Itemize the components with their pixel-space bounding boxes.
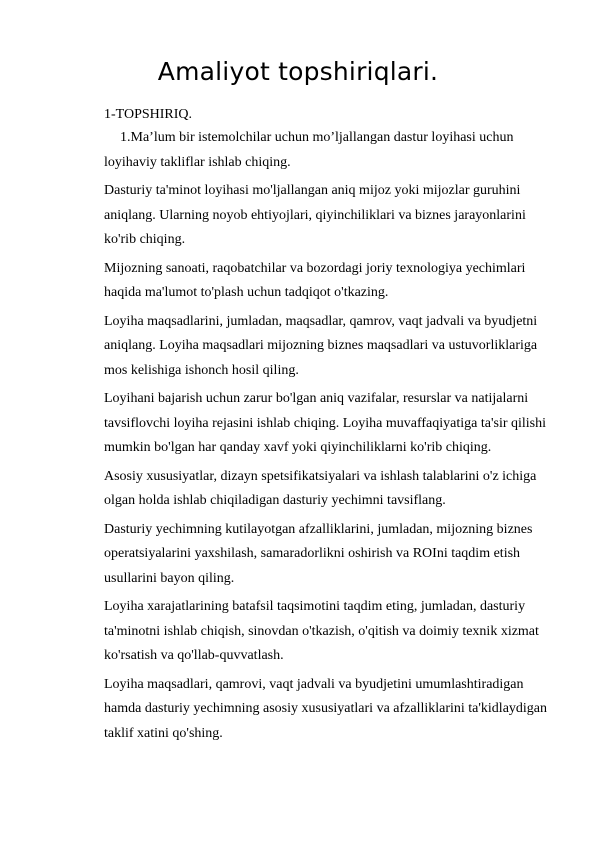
document-title: Amaliyot topshiriqlari. (157, 57, 439, 86)
paragraph-7: Dasturiy yechimning kutilayotgan afzalliklarini, jumladan, mijozning biznes operatsiyalarini yaxshilash, samaradorlikni oshirish va ROIni taqdim etish usullarini bayon qiling. (104, 521, 533, 586)
paragraph-6: Asosiy xususiyatlar, dizayn spetsifikatsiyalari va ishlash talablarini o'z ichiga olgan holda ishlab chiqiladigan dasturiy yechimni tavsiflang. (104, 468, 537, 508)
paragraph-5: Loyihani bajarish uchun zarur bo'lgan aniq vazifalar, resurslar va natijalarni tavsiflovchi loyiha rejasini ishlab chiqing. Loyiha muvaffaqiyatiga ta'sir qilishi mumkin bo'lgan har qanday xavf yoki qiyinchiliklarni ko'rib chiqing. (104, 391, 547, 455)
paragraph-4: Loyiha maqsadlarini, jumladan, maqsadlar, qamrov, vaqt jadvali va byudjetni aniqlang. Loyiha maqsadlari mijozning biznes maqsadlari va ustuvorliklariga mos kelishiga ishonch hosil qiling. (104, 313, 538, 378)
paragraph-8: Loyiha xarajatlarining batafsil taqsimotini taqdim eting, jumladan, dasturiy ta'minotni ishlab chiqish, sinovdan o'tkazish, o'qitish va doimiy texnik xizmat ko'rsatish va qo'llab-quvvatlash. (104, 599, 539, 663)
paragraph-1: 1.Ma’lum bir istemolchilar uchun mo’ljallangan dastur loyihasi uchun loyihaviy takliflar ishlab chiqing. (104, 130, 514, 170)
paragraph-9: Loyiha maqsadlari, qamrovi, vaqt jadvali va byudjetini umumlashtiradigan hamda dasturiy yechimning asosiy xususiyatlari va afzalliklarini ta'kidlaydigan taklif xatini qo'shing. (104, 676, 548, 741)
paragraph-3: Mijozning sanoati, raqobatchilar va bozordagi joriy texnologiya yechimlari haqida ma'lumot to'plash uchun tadqiqot o'tkazing. (104, 260, 526, 300)
paragraph-2: Dasturiy ta'minot loyihasi mo'ljallangan aniq mijoz yoki mijozlar guruhini aniqlang. Ularning noyob ehtiyojlari, qiyinchiliklari va biznes jarayonlarini ko'rib chiqing. (104, 183, 526, 247)
task-heading: 1-TOPSHIRIQ. (104, 107, 193, 122)
document-body (104, 104, 554, 750)
